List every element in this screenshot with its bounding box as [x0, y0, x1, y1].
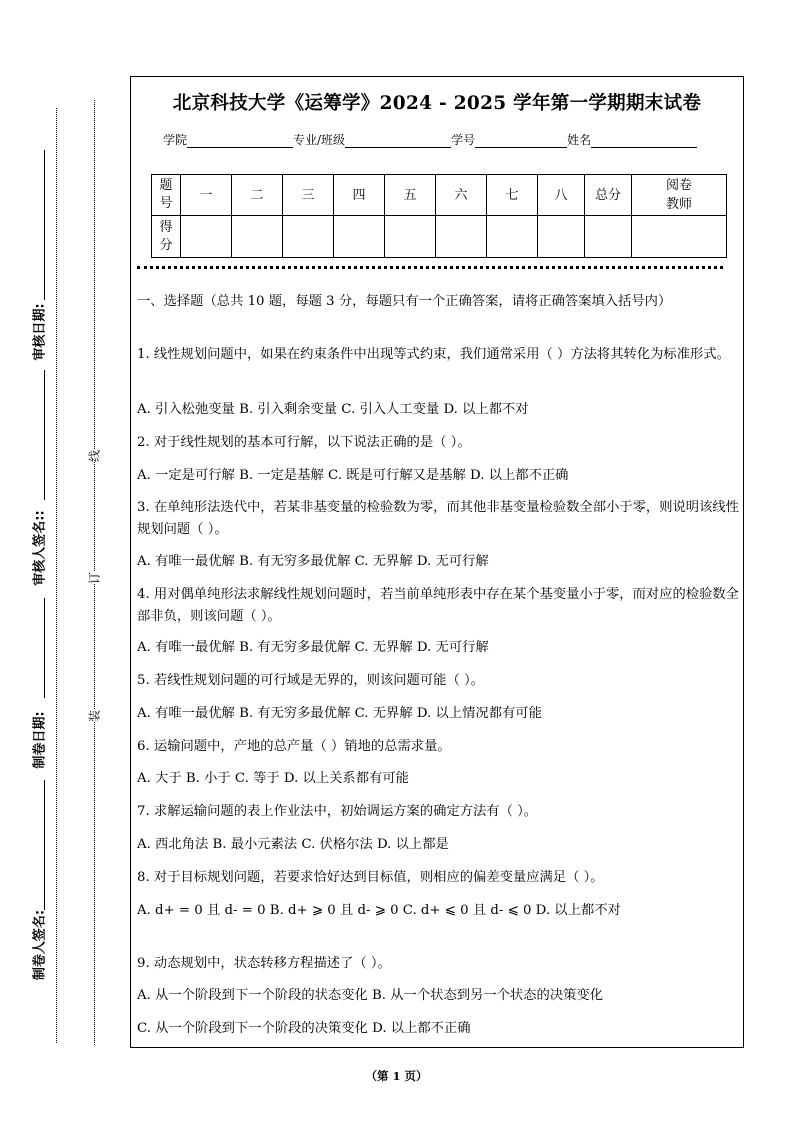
- question-stem: 2. 对于线性规划的基本可行解，以下说法正确的是（ ）。: [137, 435, 471, 450]
- col-header: 三: [283, 175, 334, 216]
- question-stem: 6. 运输问题中，产地的总产量（ ）销地的总需求量。: [137, 739, 451, 754]
- score-cell[interactable]: [181, 216, 232, 258]
- score-cell[interactable]: [334, 216, 385, 258]
- make-signer-label: 制卷人签名:: [32, 909, 48, 981]
- score-cell[interactable]: [436, 216, 487, 258]
- score-table-score-label: 得分: [152, 216, 181, 258]
- question-stem: 3. 在单纯形法迭代中，若某非基变量的检验数为零，而其他非基变量检验数全部小于零，则说明该线性规划问题（ ）。: [137, 500, 739, 537]
- question-options: A. 大于 B. 小于 C. 等于 D. 以上关系都有可能: [137, 771, 409, 786]
- col-header: 五: [385, 175, 436, 216]
- score-cell-total[interactable]: [585, 216, 632, 258]
- question-options: A. 引入松弛变量 B. 引入剩余变量 C. 引入人工变量 D. 以上都不对: [137, 402, 529, 417]
- question-options: A. 西北角法 B. 最小元素法 C. 伏格尔法 D. 以上都是: [137, 837, 449, 852]
- college-label: 学院: [163, 133, 188, 147]
- score-cell-grader[interactable]: [632, 216, 727, 258]
- score-cell[interactable]: [232, 216, 283, 258]
- exam-frame: [130, 76, 744, 1048]
- question-stem: 7. 求解运输问题的表上作业法中，初始调运方案的确定方法有（ ）。: [137, 804, 538, 819]
- student-id-blank[interactable]: [475, 135, 567, 148]
- score-table-header-label: 题号: [152, 175, 181, 216]
- question-stem: 8. 对于目标规划问题，若要求恰好达到目标值，则相应的偏差变量应满足（ ）。: [137, 870, 604, 885]
- binding-char-line: 线: [85, 450, 104, 462]
- major-blank[interactable]: [345, 135, 451, 148]
- student-info-row: [163, 131, 697, 148]
- col-header: 二: [232, 175, 283, 216]
- col-header: 八: [538, 175, 585, 216]
- col-header: 七: [487, 175, 538, 216]
- review-date-line: [44, 150, 45, 300]
- score-table: [151, 174, 727, 258]
- review-signer-line: [44, 370, 45, 500]
- question-options: A. 一定是可行解 B. 一定是基解 C. 既是可行解又是基解 D. 以上都不正确: [137, 468, 569, 483]
- section-heading: 一、选择题（总共 10 题，每题 3 分，每题只有一个正确答案，请将正确答案填入括号内）: [137, 294, 672, 309]
- make-signer-line: [44, 780, 45, 910]
- question-stem: 9. 动态规划中，状态转移方程描述了（ ）。: [137, 956, 391, 971]
- question-stem: 1. 线性规划问题中，如果在约束条件中出现等式约束，我们通常采用（ ）方法将其转化为标准形式。: [137, 347, 730, 362]
- student-id-label: 学号: [451, 133, 476, 147]
- col-header: 六: [436, 175, 487, 216]
- college-blank[interactable]: [187, 135, 293, 148]
- col-header: 四: [334, 175, 385, 216]
- question-options: C. 从一个阶段到下一个阶段的决策变化 D. 以上都不正确: [137, 1021, 471, 1036]
- page-number: （第 1 页）: [365, 1069, 428, 1083]
- name-label: 姓名: [567, 133, 592, 147]
- question-stem: 4. 用对偶单纯形法求解线性规划问题时，若当前单纯形表中存在某个基变量小于零，而对应的检验数全部非负，则该问题（ ）。: [137, 587, 739, 624]
- review-date-label: 审核日期:: [32, 303, 48, 361]
- score-cell[interactable]: [385, 216, 436, 258]
- col-header: 总分: [585, 175, 632, 216]
- score-cell[interactable]: [487, 216, 538, 258]
- review-signer-label: 审核人签名::: [32, 510, 48, 586]
- name-blank[interactable]: [591, 135, 697, 148]
- question-stem: 5. 若线性规划问题的可行域是无界的，则该问题可能（ ）。: [137, 673, 484, 688]
- question-options: A. 从一个阶段到下一个阶段的状态变化 B. 从一个状态到另一个状态的决策变化: [137, 988, 604, 1003]
- col-header-grader: 阅卷教师: [632, 175, 727, 216]
- major-label: 专业/班级: [293, 133, 346, 147]
- left-dotted-border: [56, 108, 57, 1043]
- question-options: A. 有唯一最优解 B. 有无穷多最优解 C. 无界解 D. 无可行解: [137, 554, 489, 569]
- score-cell[interactable]: [538, 216, 585, 258]
- binding-char-order: 订: [85, 572, 104, 584]
- binding-char-install: 装: [85, 710, 104, 722]
- exam-title: 北京科技大学《运筹学》2024 - 2025 学年第一学期期末试卷: [172, 93, 702, 114]
- question-options: A. 有唯一最优解 B. 有无穷多最优解 C. 无界解 D. 以上情况都有可能: [137, 706, 542, 721]
- make-date-label: 制卷日期:: [32, 711, 48, 769]
- dotted-separator: [137, 266, 723, 269]
- score-cell[interactable]: [283, 216, 334, 258]
- question-options: A. d+ = 0 且 d- = 0 B. d+ ⩾ 0 且 d- ⩾ 0 C. d+ ⩽ 0 且 d- ⩽ 0 D. 以上都不对: [137, 903, 621, 918]
- question-options: A. 有唯一最优解 B. 有无穷多最优解 C. 无界解 D. 无可行解: [137, 640, 489, 655]
- make-date-line: [44, 598, 45, 698]
- col-header: 一: [181, 175, 232, 216]
